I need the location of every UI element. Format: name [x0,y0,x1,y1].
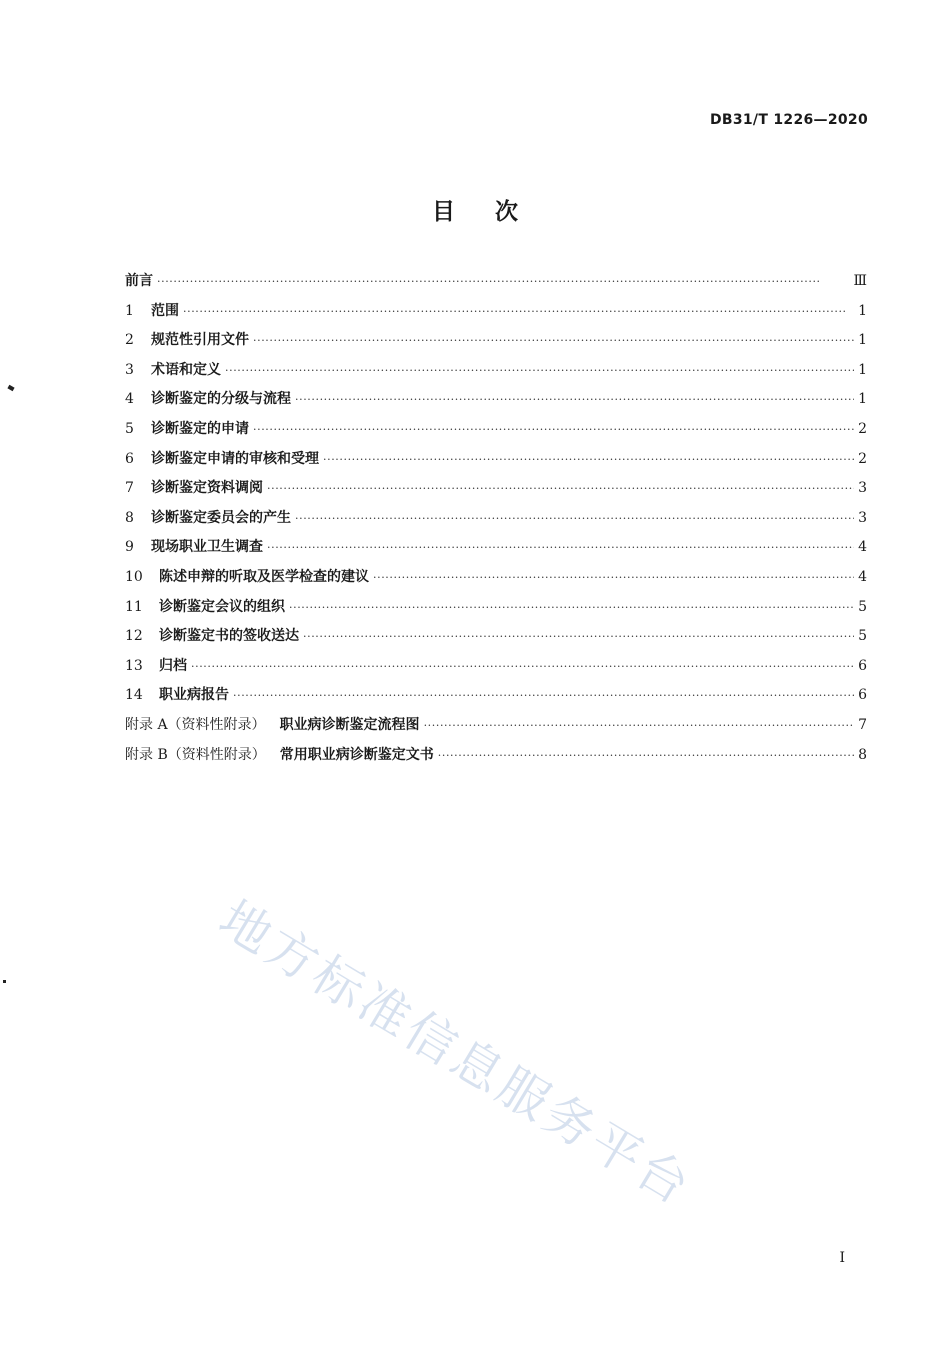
scan-speck [7,385,14,391]
toc-entry-number: 附录 A（资料性附录） [125,716,266,733]
toc-entry-title: 范围 [151,302,179,319]
toc-entry[interactable] [125,596,867,626]
toc-entry-title: 常用职业病诊断鉴定文书 [279,746,434,763]
toc-entry-number: 6 [125,450,134,467]
toc-entry-number: 2 [125,332,134,349]
toc-entry-number: 5 [125,420,134,437]
toc-entry-page: 5 [858,598,867,615]
toc-entry-page: 5 [858,628,867,645]
toc-entry-page: 2 [858,450,867,467]
toc-entry-page: Ⅲ [853,273,867,289]
toc-entry[interactable] [125,448,867,478]
page-title: 目次 [432,199,558,225]
toc-entry-number: 13 [125,657,143,674]
toc-entry-page: 6 [858,657,867,674]
toc-entry-page: 7 [858,716,867,733]
toc-entry-page: 3 [858,509,867,526]
toc-leader-dots [303,630,854,643]
toc-entry-title: 诊断鉴定的申请 [151,420,249,437]
toc-entry-number: 9 [125,539,134,556]
toc-entry[interactable] [125,359,867,389]
toc-entry[interactable] [125,300,867,330]
toc-entry-title: 职业病报告 [159,687,229,704]
toc-leader-dots [157,275,849,288]
toc-leader-dots [424,719,855,732]
toc-entry[interactable] [125,477,867,507]
toc-entry-page: 4 [858,568,867,585]
toc-entry-title: 规范性引用文件 [151,332,249,349]
toc-entry[interactable] [125,625,867,655]
toc-entry-number: 12 [125,628,143,645]
toc-leader-dots [438,749,854,762]
toc-entry[interactable] [125,684,867,714]
toc-entry[interactable] [125,714,867,744]
toc-entry[interactable] [125,507,867,537]
toc-entry[interactable] [125,536,867,566]
toc-entry-title: 诊断鉴定会议的组织 [159,598,285,615]
toc-leader-dots [225,364,854,377]
toc-entry-number: 10 [125,568,143,585]
toc-entry-number: 1 [125,302,134,319]
toc-entry[interactable] [125,388,867,418]
toc-entry-title: 现场职业卫生调查 [151,539,263,556]
toc-entry-number: 11 [125,598,143,615]
toc-leader-dots [267,541,854,554]
toc-entry-title: 诊断鉴定资料调阅 [151,480,263,497]
toc-leader-dots [191,660,854,673]
toc-entry-page: 2 [858,420,867,437]
toc-entry-title: 诊断鉴定申请的审核和受理 [151,450,319,467]
toc-leader-dots [253,334,854,347]
toc-entry-title: 诊断鉴定委员会的产生 [151,509,291,526]
toc-entry-page: 1 [858,332,867,349]
table-of-contents [125,270,867,773]
toc-entry-title: 诊断鉴定书的签收送达 [159,628,299,645]
toc-entry[interactable] [125,655,867,685]
toc-entry[interactable] [125,418,867,448]
toc-entry[interactable] [125,744,867,774]
toc-entry-page: 4 [858,539,867,556]
toc-entry-page: 6 [858,687,867,704]
toc-entry-title: 诊断鉴定的分级与流程 [151,391,291,408]
toc-entry-title: 陈述申辩的听取及医学检查的建议 [159,568,369,585]
watermark: 地方标准信息服务平台 [209,889,703,1218]
toc-entry-number: 3 [125,361,134,378]
toc-entry-title: 术语和定义 [151,361,221,378]
toc-entry-page: 1 [858,302,867,319]
toc-leader-dots [295,393,854,406]
scan-speck [3,980,6,983]
toc-entry-title: 前言 [125,273,153,289]
toc-entry-title: 归档 [159,657,187,674]
toc-entry[interactable] [125,329,867,359]
toc-entry-number: 14 [125,687,143,704]
toc-leader-dots [233,689,854,702]
toc-entry-page: 3 [858,480,867,497]
document-code: DB31/T 1226—2020 [709,112,868,128]
toc-entry-number: 8 [125,509,134,526]
toc-leader-dots [253,423,854,436]
toc-leader-dots [289,601,854,614]
toc-entry-page: 1 [858,391,867,408]
toc-leader-dots [183,305,854,318]
toc-entry-page: 1 [858,361,867,378]
toc-leader-dots [295,512,854,525]
toc-entry-number: 附录 B（资料性附录） [125,746,266,763]
footer-page-number: I [839,1250,845,1266]
toc-entry[interactable] [125,270,867,300]
toc-leader-dots [373,571,854,584]
toc-leader-dots [267,482,854,495]
toc-entry[interactable] [125,566,867,596]
toc-entry-number: 7 [125,480,134,497]
toc-entry-title: 职业病诊断鉴定流程图 [279,716,420,733]
toc-entry-number: 4 [125,391,134,408]
toc-leader-dots [323,453,854,466]
toc-entry-page: 8 [858,746,867,763]
